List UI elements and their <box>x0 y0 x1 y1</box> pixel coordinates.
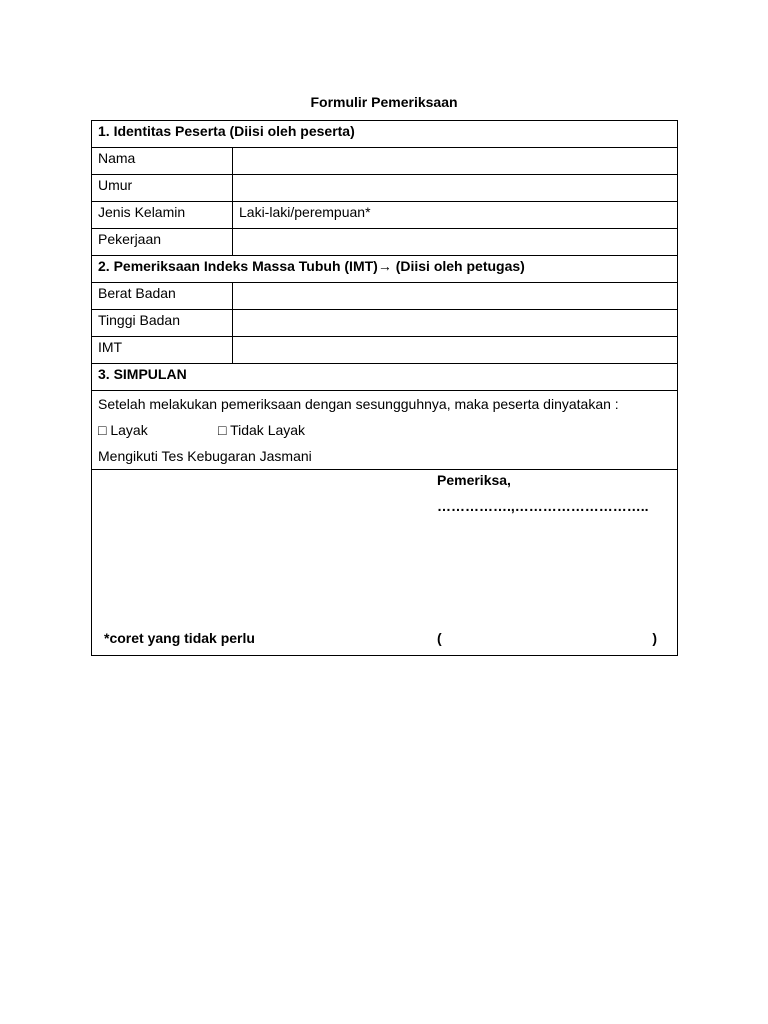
table-row <box>92 202 678 229</box>
table-row <box>92 148 678 175</box>
field-label-nama: Nama <box>92 148 233 175</box>
conclusion-statement: Setelah melakukan pemeriksaan dengan sesungguhnya, maka peserta dinyatakan : <box>98 396 619 412</box>
conclusion-options <box>98 417 671 443</box>
field-label-berat-badan: Berat Badan <box>92 283 233 310</box>
field-value-nama[interactable] <box>233 148 678 175</box>
field-label-jenis-kelamin: Jenis Kelamin <box>92 202 233 229</box>
place-date-line[interactable]: …………….,……………………….. <box>437 498 649 514</box>
table-row <box>92 229 678 256</box>
table-row <box>92 310 678 337</box>
checkbox-layak[interactable]: □ Layak <box>98 422 148 438</box>
conclusion-cell <box>92 391 678 470</box>
footnote: *coret yang tidak perlu <box>104 630 255 646</box>
examiner-label: Pemeriksa, <box>437 472 511 488</box>
field-label-tinggi-badan: Tinggi Badan <box>92 310 233 337</box>
field-value-pekerjaan[interactable] <box>233 229 678 256</box>
signature-cell <box>92 470 678 656</box>
table-row <box>92 283 678 310</box>
examination-form-table <box>91 120 678 656</box>
section3-header: 3. SIMPULAN <box>92 364 678 391</box>
section1-header: 1. Identitas Peserta (Diisi oleh peserta) <box>92 121 678 148</box>
signature-paren-close: ) <box>652 630 657 646</box>
table-row <box>92 337 678 364</box>
signature-paren-open: ( <box>437 630 442 646</box>
section2-header: 2. Pemeriksaan Indeks Massa Tubuh (IMT)→ (Diisi oleh petugas) <box>92 256 678 283</box>
field-value-jenis-kelamin[interactable]: Laki-laki/perempuan* <box>233 202 678 229</box>
field-label-pekerjaan: Pekerjaan <box>92 229 233 256</box>
conclusion-followup: Mengikuti Tes Kebugaran Jasmani <box>98 448 312 464</box>
field-value-berat-badan[interactable] <box>233 283 678 310</box>
field-value-imt[interactable] <box>233 337 678 364</box>
field-value-tinggi-badan[interactable] <box>233 310 678 337</box>
field-label-imt: IMT <box>92 337 233 364</box>
field-value-umur[interactable] <box>233 175 678 202</box>
form-title: Formulir Pemeriksaan <box>310 94 458 110</box>
table-row <box>92 175 678 202</box>
checkbox-tidak-layak[interactable]: □ Tidak Layak <box>218 422 306 438</box>
field-label-umur: Umur <box>92 175 233 202</box>
